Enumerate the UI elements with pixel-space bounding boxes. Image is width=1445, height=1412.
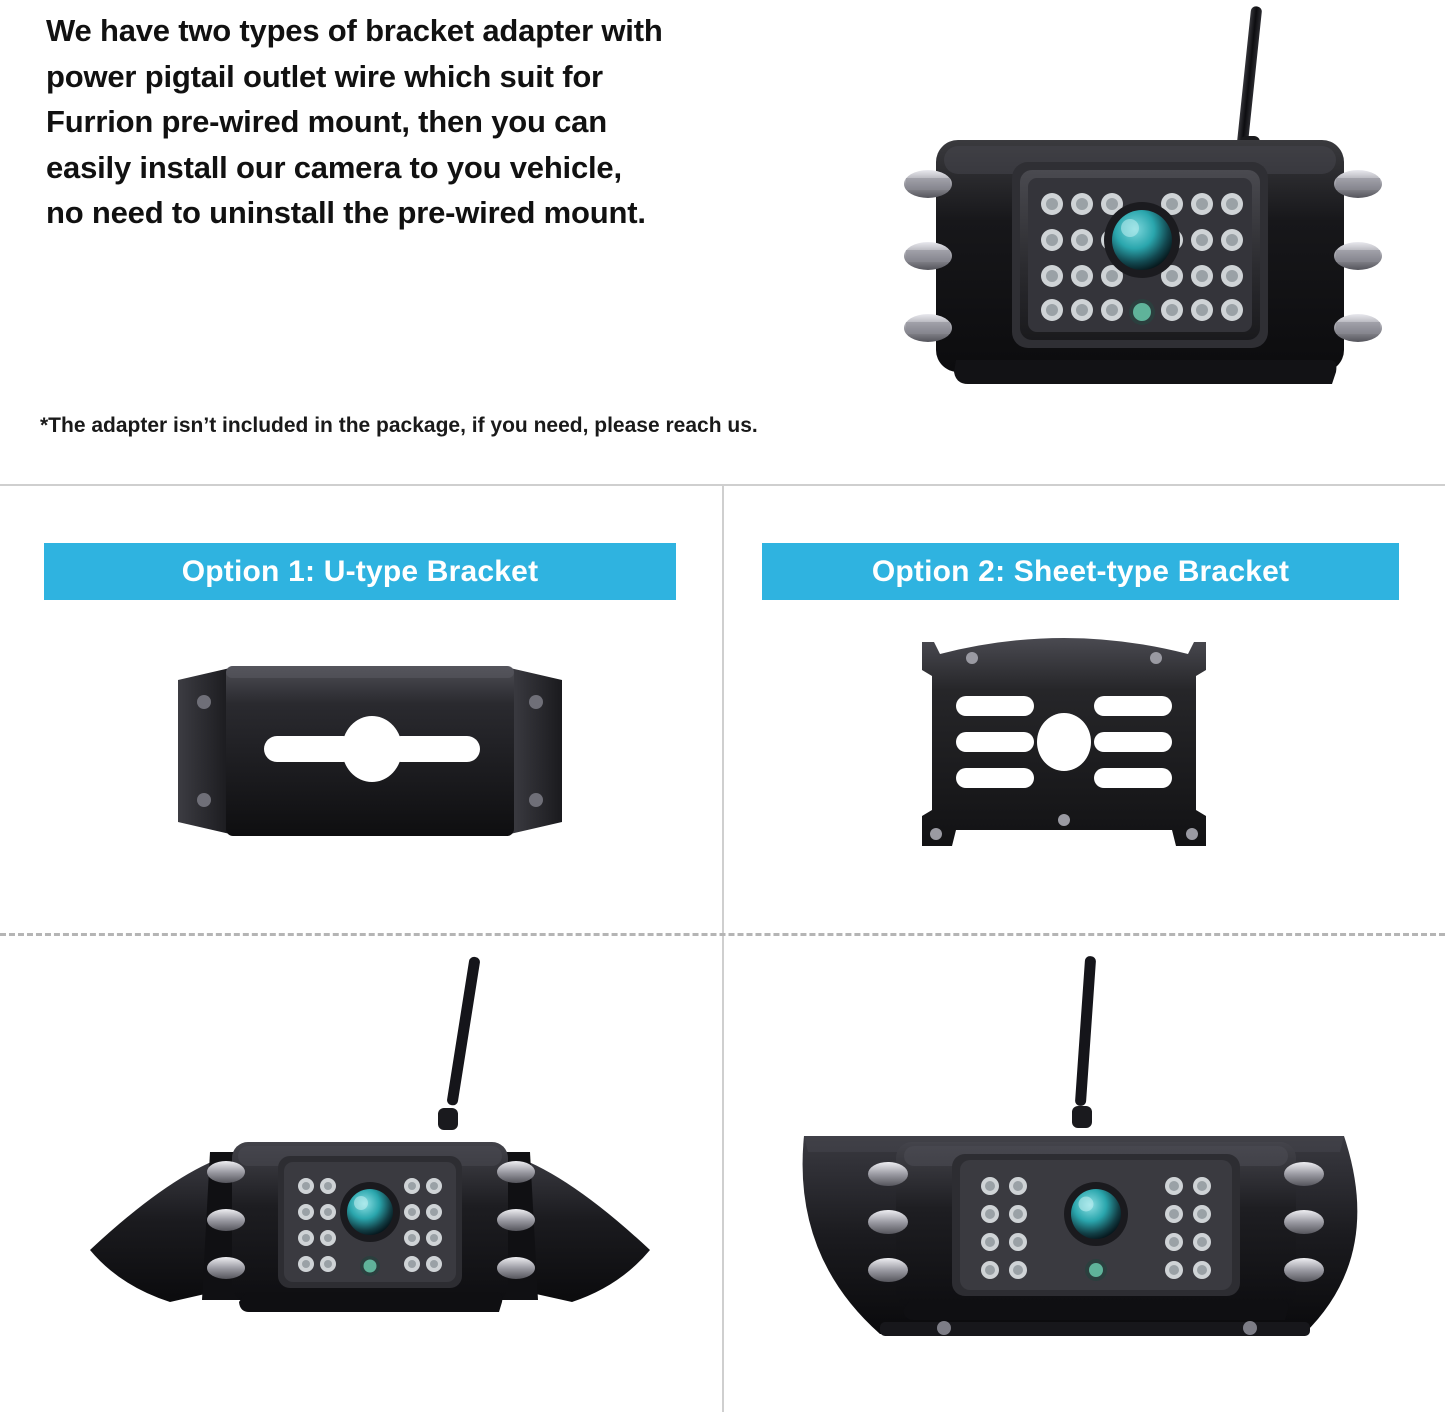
option-1-bracket-panel [0,486,722,933]
screw-left-1 [904,170,952,198]
option-2-bracket-panel [724,486,1445,933]
disclaimer-note: *The adapter isn’t included in the package, if you need, please reach us. [40,414,758,437]
antenna-icon [1072,956,1096,1128]
screw-left-1 [207,1161,245,1183]
screw-right-3 [1334,314,1382,342]
screw-right-1 [1334,170,1382,198]
screw-right-1 [1284,1162,1324,1186]
screw-right-3 [1284,1258,1324,1282]
sheet-type-bracket-image [904,624,1224,874]
screw-right-3 [497,1257,535,1279]
intro-section [0,0,1445,484]
camera-image [860,0,1420,410]
headline [46,8,846,236]
options-grid [0,486,1445,1412]
screw-left-2 [207,1209,245,1231]
camera-lens-icon [340,1182,400,1242]
camera-with-sheet-type-bracket-image [784,956,1404,1396]
option-2-assembly-panel [724,936,1445,1412]
camera-lens-icon [1104,202,1180,278]
screw-left-2 [904,242,952,270]
option-1-assembly-panel [0,936,722,1412]
camera-with-u-type-bracket-image [60,956,680,1396]
screw-left-1 [868,1162,908,1186]
antenna-icon [438,956,481,1130]
headline-line: We have two types of bracket adapter with [46,13,663,48]
headline-line: no need to uninstall the pre-wired mount. [46,195,646,231]
headline-line: Furrion pre-wired mount, then you can [46,104,607,140]
screw-right-1 [497,1161,535,1183]
screw-left-2 [868,1210,908,1234]
screw-left-3 [904,314,952,342]
screw-left-3 [868,1258,908,1282]
screw-right-2 [1284,1210,1324,1234]
camera-lens-icon [1064,1182,1128,1246]
screw-right-2 [1334,242,1382,270]
option-2-banner: Option 2: Sheet-type Bracket [762,543,1399,600]
screw-left-3 [207,1257,245,1279]
u-type-bracket-image [160,656,580,846]
headline-line: easily install our camera to you vehicle, [46,149,622,185]
option-1-banner: Option 1: U-type Bracket [44,543,676,600]
screw-right-2 [497,1209,535,1231]
antenna-icon [1237,6,1263,158]
headline-line: power pigtail outlet wire which suit for [46,58,603,94]
